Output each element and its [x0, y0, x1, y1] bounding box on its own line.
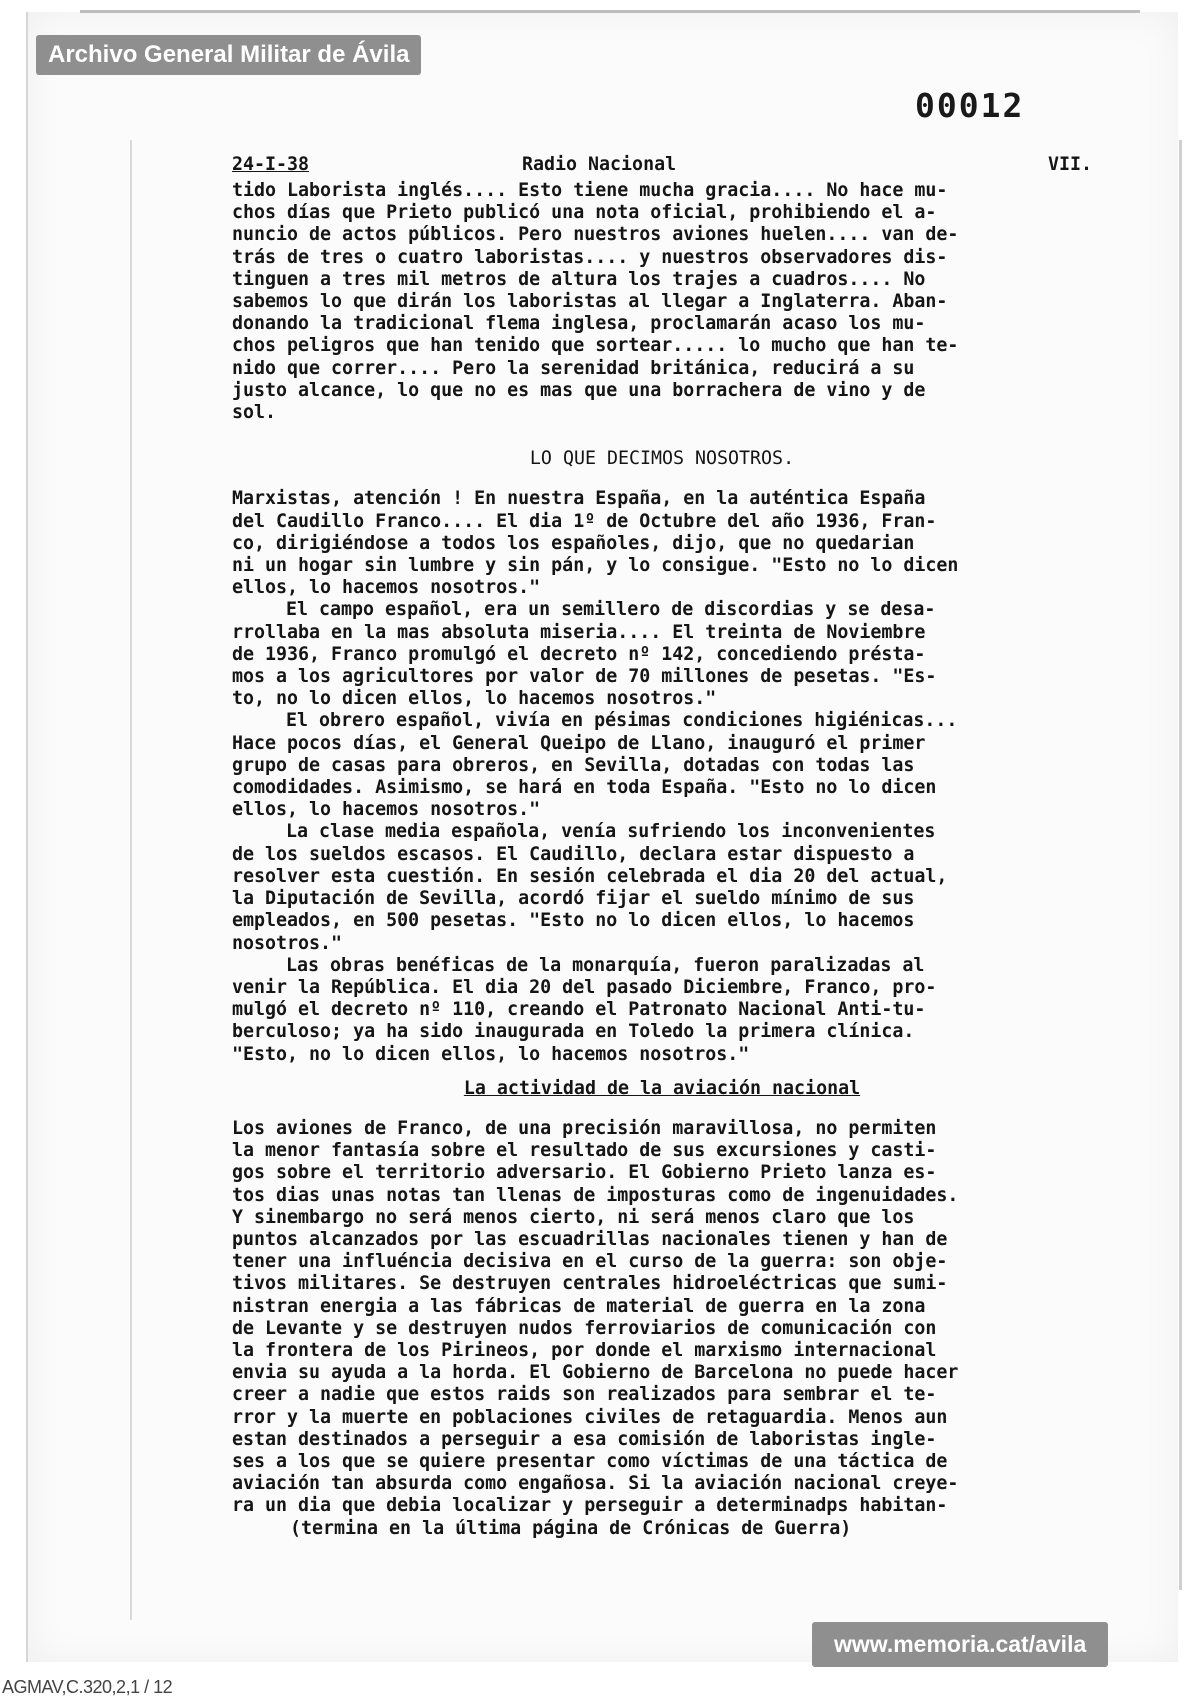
- text-line: chos peligros que han tenido que sortear..... lo mucho que han te-: [232, 335, 959, 357]
- heading-aviacion: La actividad de la aviación nacional: [463, 1077, 861, 1099]
- text-line: Hace pocos días, el General Queipo de Llano, inauguró el primer: [232, 732, 926, 754]
- text-line: la frontera de los Pirineos, por donde el marxismo internacional: [232, 1339, 937, 1361]
- section-laboristas: [232, 180, 1092, 424]
- text-line: resolver esta cuestión. En sesión celebrada el dia 20 del actual,: [232, 865, 948, 887]
- text-line: estan destinados a perseguir a esa comisión de laboristas ingle-: [232, 1428, 937, 1450]
- text-line: rror y la muerte en poblaciones civiles de retaguardia. Menos aun: [232, 1406, 948, 1428]
- text-line: donando la tradicional flema inglesa, proclamarán acaso los mu-: [232, 313, 926, 335]
- text-line: de los sueldos escasos. El Caudillo, declara estar dispuesto a: [232, 843, 915, 865]
- text-line: Los aviones de Franco, de una precisión maravillosa, no permiten: [232, 1117, 937, 1139]
- text-line: to, no lo dicen ellos, lo hacemos nosotros.": [232, 688, 717, 710]
- text-line: trás de tres o cuatro laboristas.... y nuestros observadores dis-: [232, 246, 948, 268]
- text-line: ellos, lo hacemos nosotros.": [232, 799, 541, 821]
- paragraph: [232, 955, 1092, 1066]
- text-line: tivos militares. Se destruyen centrales hidroeléctricas que sumi-: [232, 1273, 948, 1295]
- text-line: puntos alcanzados por las escuadrillas nacionales tienen y han de: [232, 1228, 948, 1250]
- text-line: nistran energia a las fábricas de material de guerra en la zona: [232, 1295, 926, 1317]
- text-line: mulgó el decreto nº 110, creando el Patronato Nacional Anti-tu-: [232, 999, 926, 1021]
- text-line: aviación tan absurda como engañosa. Si la aviación nacional creye-: [232, 1473, 959, 1495]
- archive-reference: AGMAV,C.320,2,1 / 12: [2, 1677, 173, 1697]
- text-line: nido que correr.... Pero la serenidad británica, reducirá a su: [232, 357, 915, 379]
- text-line: venir la República. El dia 20 del pasado Diciembre, Franco, pro-: [232, 976, 937, 998]
- document-header: [232, 154, 1092, 180]
- paragraph: [232, 599, 1092, 710]
- paragraph: [232, 488, 1092, 599]
- text-line: comodidades. Asimismo, se hará en toda España. "Esto no lo dicen: [232, 777, 937, 799]
- scan-edge-top: [80, 10, 1140, 13]
- text-line: tinguen a tres mil metros de altura los trajes a cuadros.... No: [232, 268, 926, 290]
- text-line: La clase media española, venía sufriendo los inconvenientes: [286, 821, 936, 843]
- text-line: ra un dia que debia localizar y perseguir a determinadps habitan-: [232, 1495, 948, 1517]
- section-aviacion: [232, 1118, 1092, 1518]
- text-line: tido Laborista inglés.... Esto tiene mucha gracia.... No hace mu-: [232, 180, 948, 201]
- text-line: El campo español, era un semillero de discordias y se desa-: [286, 599, 936, 621]
- text-line: creer a nadie que estos raids son realizados para sembrar el te-: [232, 1384, 937, 1406]
- text-line: "Esto, no lo dicen ellos, lo hacemos nosotros.": [232, 1043, 750, 1065]
- text-line: la Diputación de Sevilla, acordó fijar el sueldo mínimo de sus: [232, 888, 915, 910]
- text-line: ni un hogar sin lumbre y sin pán, y lo consigue. "Esto no lo dicen: [232, 555, 959, 577]
- text-line: de 1936, Franco promulgó el decreto nº 142, concediendo présta-: [232, 643, 926, 665]
- heading-lo-que-decimos: LO QUE DECIMOS NOSOTROS.: [529, 448, 795, 470]
- text-line: Marxistas, atención ! En nuestra España, en la auténtica España: [232, 488, 926, 510]
- archive-badge: Archivo General Militar de Ávila: [36, 35, 421, 75]
- text-line: nosotros.": [232, 932, 343, 954]
- paragraph: [232, 821, 1092, 954]
- text-line: gos sobre el territorio adversario. El Gobierno Prieto lanza es-: [232, 1162, 937, 1184]
- website-badge: www.memoria.cat/avila: [812, 1622, 1108, 1667]
- header-page-number: VII.: [1047, 154, 1092, 175]
- scan-edge-left: [130, 140, 132, 1620]
- text-line: rrollaba en la mas absoluta miseria.... El treinta de Noviembre: [232, 621, 926, 643]
- folio-number: 00012: [915, 86, 1025, 125]
- text-line: justo alcance, lo que no es mas que una borrachera de vino y de: [232, 379, 926, 401]
- text-line: sabemos lo que dirán los laboristas al llegar a Inglaterra. Aban-: [232, 291, 948, 313]
- text-line: chos días que Prieto publicó una nota oficial, prohibiendo el a-: [232, 202, 937, 224]
- text-line: berculoso; ya ha sido inaugurada en Toledo la primera clínica.: [232, 1021, 915, 1043]
- document-body: [232, 154, 1092, 1540]
- text-line: del Caudillo Franco.... El dia 1º de Octubre del año 1936, Fran-: [232, 510, 937, 532]
- section-lo-que-decimos: [232, 488, 1092, 1065]
- text-line: ellos, lo hacemos nosotros.": [232, 577, 541, 599]
- text-line: co, dirigiéndose a todos los españoles, dijo, que no quedarian: [232, 532, 915, 554]
- text-line: grupo de casas para obreros, en Sevilla, dotadas con todas las: [232, 754, 915, 776]
- header-station: Radio Nacional: [522, 154, 677, 175]
- text-line: empleados, en 500 pesetas. "Esto no lo dicen ellos, lo hacemos: [232, 910, 915, 932]
- text-line: tos dias unas notas tan llenas de imposturas como de ingenuidades.: [232, 1184, 959, 1206]
- closing-note: (termina en la última página de Crónicas de Guerra): [290, 1517, 852, 1539]
- text-line: ses a los que se quiere presentar como víctimas de una táctica de: [232, 1450, 948, 1472]
- scan-edge-right: [1179, 140, 1182, 1590]
- paragraph: [232, 710, 1092, 821]
- text-line: El obrero español, vivía en pésimas condiciones higiénicas...: [286, 710, 958, 732]
- text-line: Y sinembargo no será menos cierto, ni será menos claro que los: [232, 1206, 915, 1228]
- text-line: envia su ayuda a la horda. El Gobierno de Barcelona no puede hacer: [232, 1362, 959, 1384]
- text-line: mos a los agricultores por valor de 70 millones de pesetas. "Es-: [232, 666, 937, 688]
- text-line: de Levante y se destruyen nudos ferroviarios de comunicación con: [232, 1317, 937, 1339]
- text-line: la menor fantasía sobre el resultado de sus excursiones y casti-: [232, 1140, 937, 1162]
- text-line: nuncio de actos públicos. Pero nuestros aviones huelen.... van de-: [232, 224, 959, 246]
- text-line: tener una influéncia decisiva en el curso de la guerra: son obje-: [232, 1251, 948, 1273]
- text-line: Las obras benéficas de la monarquía, fueron paralizadas al: [286, 954, 925, 976]
- text-line: sol.: [232, 402, 277, 424]
- header-date: 24-I-38: [232, 154, 310, 175]
